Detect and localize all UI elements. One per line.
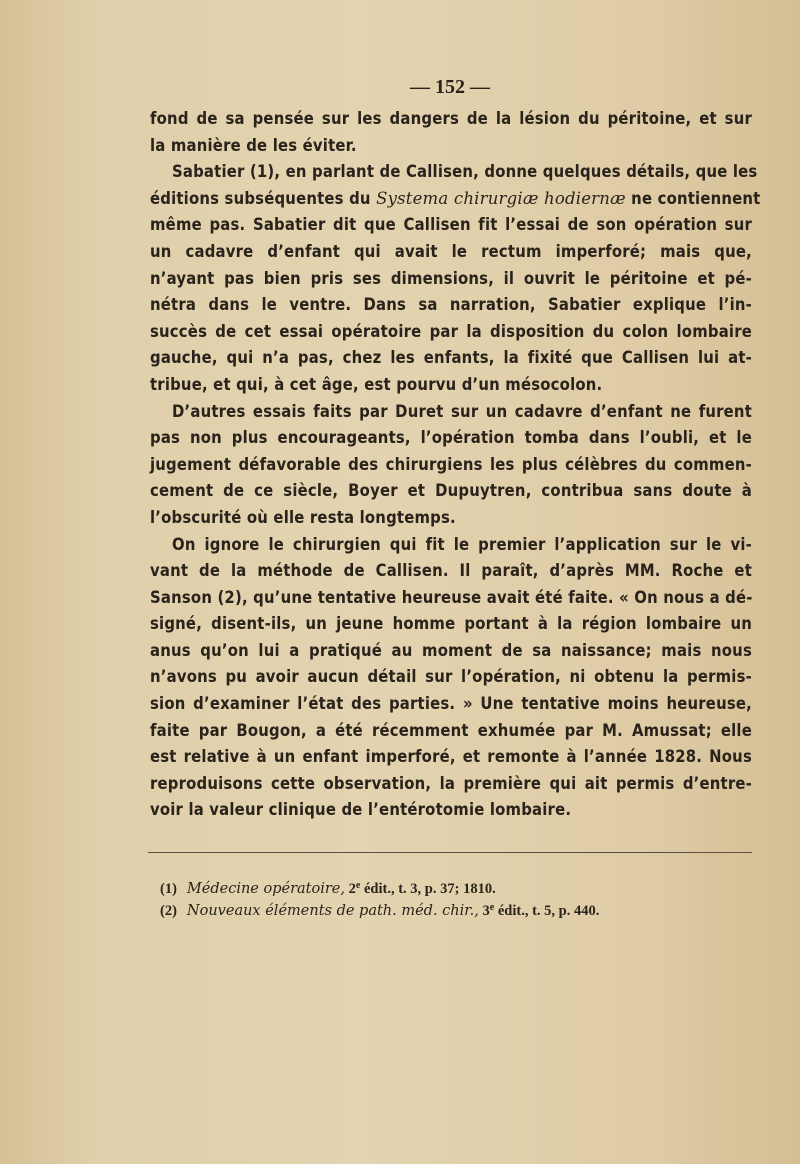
- text-line: pas non plus encourageants, l’opération tomba dans l’oubli, et le: [150, 428, 752, 448]
- text-line: tribue, et qui, à cet âge, est pourvu d’un mésocolon.: [150, 374, 603, 394]
- page-number: — 152 —: [410, 76, 490, 98]
- text-line: l’obscurité où elle resta longtemps.: [150, 507, 456, 527]
- footnote-edition-number: 2: [348, 881, 356, 897]
- text-line: est relative à un enfant imperforé, et remonte à l’année 1828. Nous: [150, 747, 752, 767]
- text-line: nétra dans le ventre. Dans sa narration, Sabatier explique l’in-: [150, 295, 752, 315]
- text-fragment: ne contiennent: [625, 188, 761, 208]
- text-line: même pas. Sabatier dit que Callisen fit l’essai de son opération sur: [150, 215, 752, 235]
- body-text: [150, 106, 761, 824]
- footnote-reference: édit., t. 5, p. 440.: [494, 903, 600, 919]
- text-line: un cadavre d’enfant qui avait le rectum imperforé; mais que,: [150, 241, 752, 261]
- footnote-edition-superscript: e: [489, 901, 495, 913]
- text-line: fond de sa pensée sur les dangers de la lésion du péritoine, et sur: [150, 109, 752, 128]
- text-line: On ignore le chirurgien qui fit le premier l’application sur le vi-: [172, 534, 752, 554]
- footnote-edition-superscript: e: [355, 879, 361, 891]
- italic-title: Systema chirurgiæ hodiernæ: [376, 188, 626, 208]
- text-line: signé, disent-ils, un jeune homme portant à la région lombaire un: [150, 614, 752, 634]
- footnote-reference: édit., t. 3, p. 37; 1810.: [360, 881, 496, 897]
- text-line: cement de ce siècle, Boyer et Dupuytren, contribua sans doute à: [150, 481, 752, 501]
- footnote-number: (2): [160, 903, 177, 919]
- footnote-divider: [148, 852, 752, 853]
- text-line: faite par Bougon, a été récemment exhumée par M. Amussat; elle: [150, 720, 752, 740]
- text-line: n’ayant pas bien pris ses dimensions, il ouvrit le péritoine et pé-: [150, 268, 752, 288]
- text-line: Sabatier (1), en parlant de Callisen, donne quelques détails, que les: [172, 162, 758, 182]
- text-line: vant de la méthode de Callisen. Il paraît, d’après MM. Roche et: [150, 561, 752, 581]
- footnote-2: [160, 900, 720, 922]
- text-line: D’autres essais faits par Duret sur un cadavre d’enfant ne furent: [172, 401, 752, 421]
- text-line: n’avons pu avoir aucun détail sur l’opération, ni obtenu la permis-: [150, 667, 752, 687]
- text-line: reproduisons cette observation, la première qui ait permis d’entre-: [150, 773, 752, 793]
- footnotes: [160, 878, 720, 922]
- text-fragment: éditions subséquentes du: [150, 188, 377, 208]
- text-line-with-italic: [150, 186, 761, 213]
- footnote-number: (1): [160, 881, 177, 897]
- footnote-title: Médecine opératoire,: [186, 881, 345, 897]
- footnote-edition-number: 3: [482, 903, 490, 919]
- text-line: succès de cet essai opératoire par la disposition du colon lombaire: [150, 321, 752, 341]
- text-line: voir la valeur clinique de l’entérotomie lombaire.: [150, 800, 572, 820]
- text-line: gauche, qui n’a pas, chez les enfants, la fixité que Callisen lui at-: [150, 348, 752, 368]
- text-line: anus qu’on lui a pratiqué au moment de sa naissance; mais nous: [150, 640, 752, 660]
- text-line: Sanson (2), qu’une tentative heureuse avait été faite. « On nous a dé-: [150, 587, 753, 607]
- text-line: sion d’examiner l’état des parties. » Une tentative moins heureuse,: [150, 694, 752, 714]
- text-line: la manière de les éviter.: [150, 135, 357, 155]
- text-line: jugement défavorable des chirurgiens les plus célèbres du commen-: [150, 454, 752, 474]
- footnote-title: Nouveaux éléments de path. méd. chir.,: [186, 903, 479, 919]
- footnote-1: [160, 878, 720, 900]
